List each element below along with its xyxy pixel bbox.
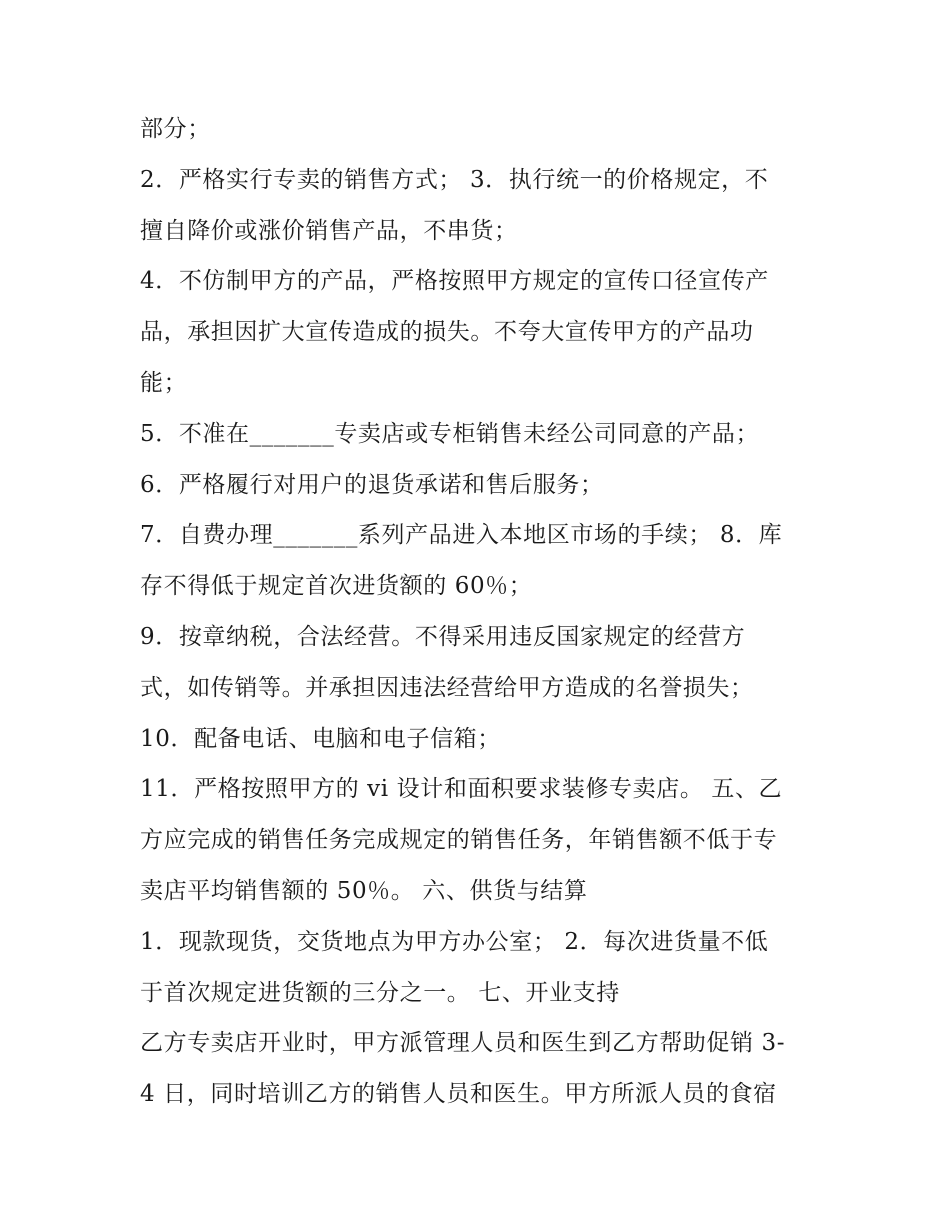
text-line: 5．不准在_______专卖店或专柜销售未经公司同意的产品； — [140, 420, 760, 447]
document-body — [140, 104, 840, 1120]
text-line: 2．严格实行专卖的销售方式； 3．执行统一的价格规定，不 — [140, 166, 769, 193]
text-line: 4．不仿制甲方的产品，严格按照甲方规定的宣传口径宣传产 — [140, 268, 769, 295]
text-line: 擅自降价或涨价销售产品，不串货； — [140, 217, 518, 244]
text-line: 10．配备电话、电脑和电子信箱； — [140, 725, 501, 752]
text-line: 6．严格履行对用户的退货承诺和售后服务； — [140, 471, 604, 498]
text-line: 品，承担因扩大宣传造成的损失。不夸大宣传甲方的产品功 — [140, 319, 754, 346]
text-line: 方应完成的销售任务完成规定的销售任务，年销售额不低于专 — [140, 827, 778, 854]
text-line: 于首次规定进货额的三分之一。 七、开业支持 — [140, 979, 620, 1006]
text-line: 1．现款现货，交货地点为甲方办公室； 2．每次进货量不低 — [140, 928, 769, 955]
text-line: 部分； — [140, 116, 211, 142]
text-line: 能； — [140, 369, 188, 396]
text-line: 乙方专卖店开业时，甲方派管理人员和医生到乙方帮助促销 3- — [140, 1030, 786, 1057]
text-line: 11．严格按照甲方的 vi 设计和面积要求装修专卖店。 五、乙 — [140, 776, 783, 803]
text-line: 9．按章纳税，合法经营。不得采用违反国家规定的经营方 — [140, 623, 746, 650]
text-line: 式，如传销等。并承担因违法经营给甲方造成的名誉损失； — [140, 674, 754, 701]
text-line: 7．自费办理_______系列产品进入本地区市场的手续； 8．库 — [140, 522, 783, 549]
text-line: 存不得低于规定首次进货额的 60％； — [140, 573, 533, 600]
text-line: 4 日，同时培训乙方的销售人员和医生。甲方所派人员的食宿 — [140, 1081, 777, 1108]
text-line: 卖店平均销售额的 50％。 六、供货与结算 — [140, 877, 588, 904]
